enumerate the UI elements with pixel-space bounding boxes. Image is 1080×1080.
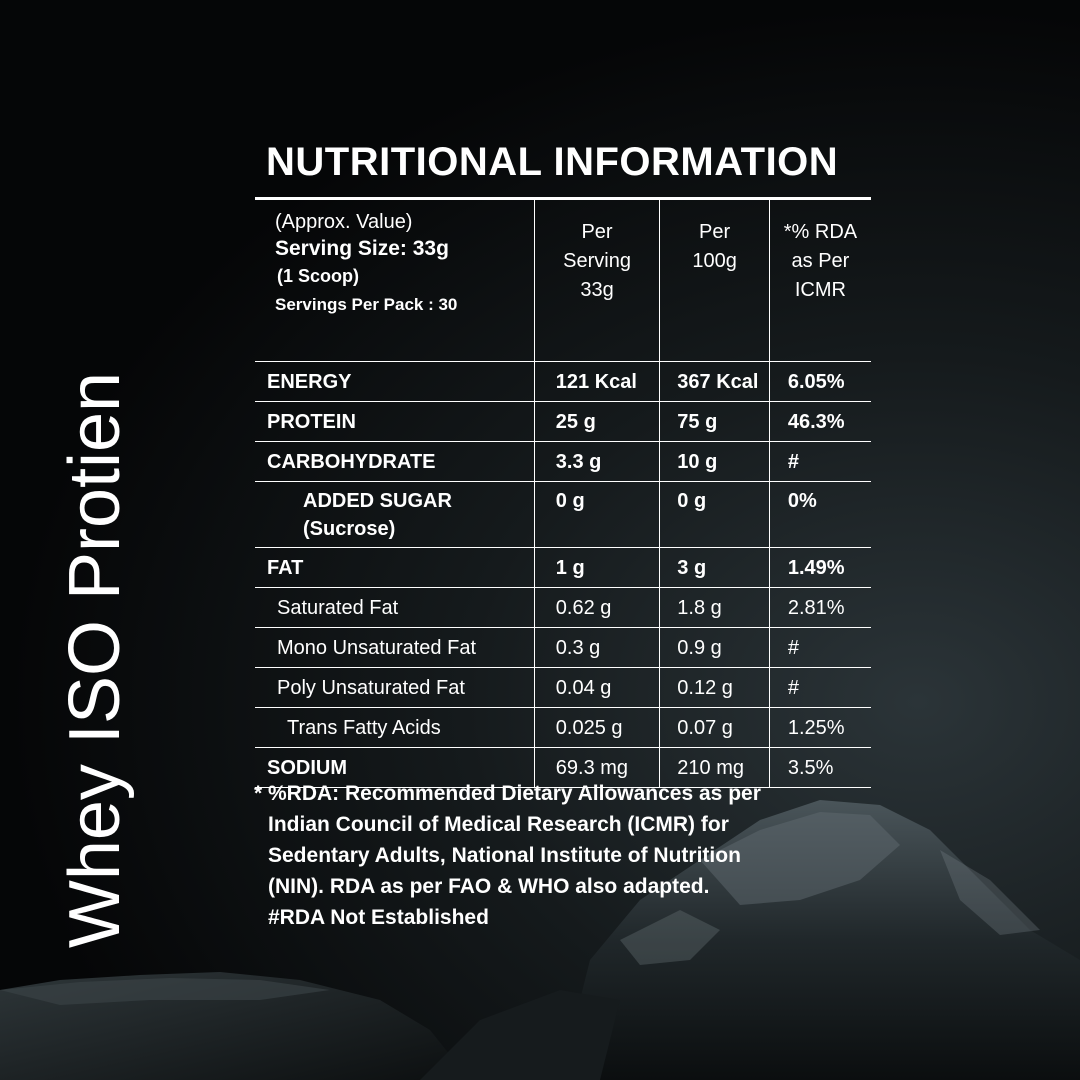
table-row xyxy=(255,402,871,442)
table-row xyxy=(255,628,871,668)
footnote-line: Indian Council of Medical Research (ICMR) for xyxy=(268,813,729,836)
per-serving-value: 0 g xyxy=(534,482,660,548)
page-title: NUTRITIONAL INFORMATION xyxy=(266,140,839,184)
row-label: Poly Unsaturated Fat xyxy=(277,677,465,699)
header-per-100g-line: Per xyxy=(699,221,731,243)
rda-value: # xyxy=(769,668,871,708)
table-row xyxy=(255,548,871,588)
table-row xyxy=(255,668,871,708)
per-100g-value: 10 g xyxy=(660,442,770,482)
table-row xyxy=(255,588,871,628)
row-label: ADDED SUGAR xyxy=(303,490,452,512)
per-serving-value: 25 g xyxy=(534,402,660,442)
footnote-line: (NIN). RDA as per FAO & WHO also adapted. xyxy=(268,875,710,898)
table-row xyxy=(255,442,871,482)
rda-value: 6.05% xyxy=(769,362,871,402)
per-100g-value: 0.9 g xyxy=(660,628,770,668)
per-serving-value: 121 Kcal xyxy=(534,362,660,402)
per-serving-value: 1 g xyxy=(534,548,660,588)
per-100g-value: 75 g xyxy=(660,402,770,442)
servings-per-pack-label: Servings Per Pack : 30 xyxy=(275,295,458,314)
row-label-sub: (Sucrose) xyxy=(303,518,396,540)
footnote-star: * xyxy=(254,782,263,805)
rda-value: # xyxy=(769,442,871,482)
rda-value: 0% xyxy=(769,482,871,548)
footnote-line: %RDA: Recommended Dietary Allowances as per xyxy=(268,782,761,805)
per-100g-value: 1.8 g xyxy=(660,588,770,628)
per-serving-value: 0.62 g xyxy=(534,588,660,628)
per-100g-value: 0.12 g xyxy=(660,668,770,708)
header-rda-line: *% RDA xyxy=(783,221,858,243)
per-serving-value: 0.3 g xyxy=(534,628,660,668)
header-per-serving xyxy=(534,199,660,362)
per-100g-value: 0.07 g xyxy=(660,708,770,748)
header-serving-info xyxy=(255,199,534,362)
row-label: Mono Unsaturated Fat xyxy=(277,637,476,659)
row-label: Trans Fatty Acids xyxy=(287,717,441,739)
rda-value: 3.5% xyxy=(769,748,871,788)
row-label: FAT xyxy=(267,557,304,579)
rda-value: 2.81% xyxy=(769,588,871,628)
side-title: Whey ISO Protien xyxy=(55,371,135,949)
row-label: SODIUM xyxy=(267,757,347,779)
header-per-serving-line: Per xyxy=(581,221,613,243)
table-header-row xyxy=(255,199,871,362)
header-rda-line: as Per xyxy=(791,250,850,272)
row-label: Saturated Fat xyxy=(277,597,399,619)
table-row xyxy=(255,482,871,548)
rda-value: # xyxy=(769,628,871,668)
row-label: PROTEIN xyxy=(267,411,356,433)
footnote-line: Sedentary Adults, National Institute of Nutrition xyxy=(268,844,741,867)
per-serving-value: 69.3 mg xyxy=(534,748,660,788)
header-rda xyxy=(769,199,871,362)
rda-value: 1.25% xyxy=(769,708,871,748)
header-per-serving-line: Serving xyxy=(563,250,631,272)
header-per-serving-line: 33g xyxy=(580,279,614,301)
approx-value-label: (Approx. Value) xyxy=(275,211,413,233)
rda-footnote xyxy=(254,778,854,933)
per-100g-value: 0 g xyxy=(660,482,770,548)
per-100g-value: 367 Kcal xyxy=(660,362,770,402)
serving-size-label: Serving Size: 33g xyxy=(275,237,449,260)
per-100g-value: 210 mg xyxy=(660,748,770,788)
footnote-line: #RDA Not Established xyxy=(268,906,489,929)
table-row xyxy=(255,708,871,748)
nutrition-table xyxy=(255,197,871,788)
per-serving-value: 0.04 g xyxy=(534,668,660,708)
per-serving-value: 0.025 g xyxy=(534,708,660,748)
rda-value: 1.49% xyxy=(769,548,871,588)
row-label: CARBOHYDRATE xyxy=(267,451,436,473)
header-per-100g xyxy=(660,199,770,362)
scoop-label: (1 Scoop) xyxy=(277,266,360,286)
rda-value: 46.3% xyxy=(769,402,871,442)
table-row xyxy=(255,362,871,402)
per-100g-value: 3 g xyxy=(660,548,770,588)
header-per-100g-line: 100g xyxy=(692,250,737,272)
header-rda-line: ICMR xyxy=(794,279,846,301)
per-serving-value: 3.3 g xyxy=(534,442,660,482)
row-label: ENERGY xyxy=(267,371,352,393)
